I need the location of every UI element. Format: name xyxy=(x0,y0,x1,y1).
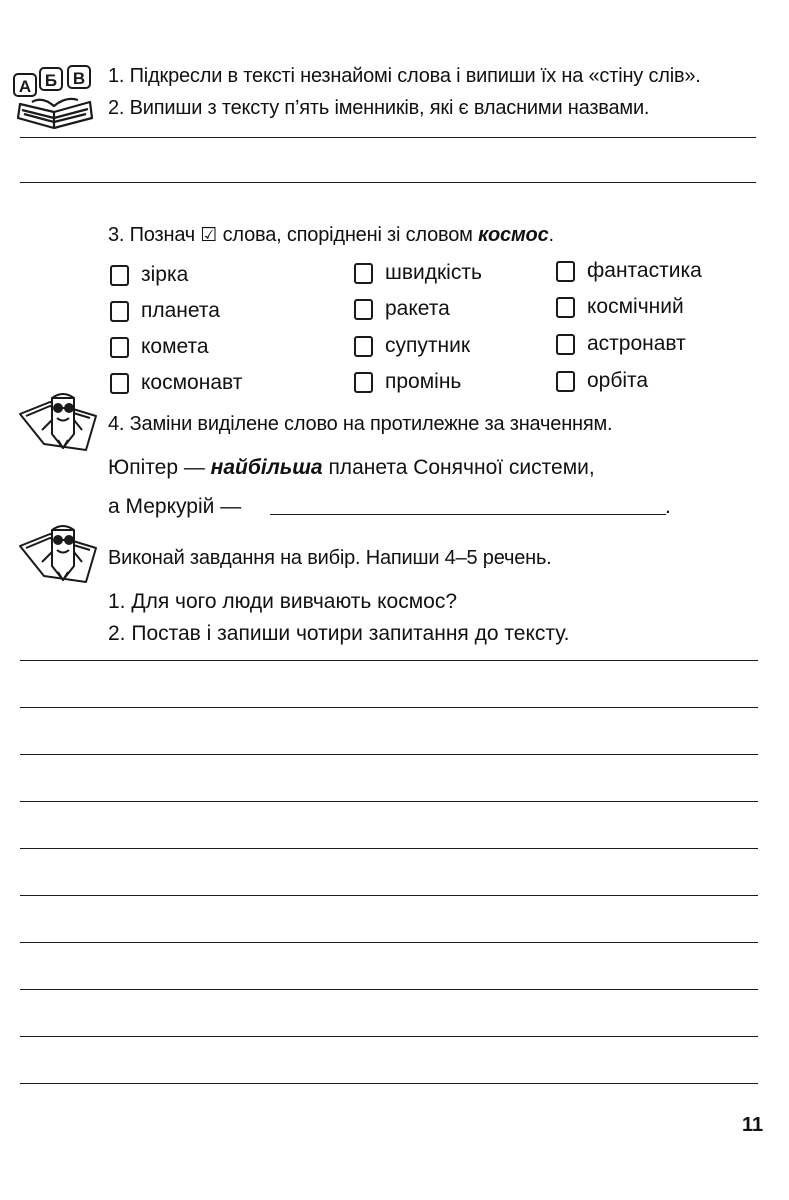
answer-line[interactable] xyxy=(20,137,756,138)
page-number: 11 xyxy=(742,1114,764,1136)
option-orbita[interactable] xyxy=(556,367,648,395)
option-astronavt[interactable] xyxy=(556,330,686,358)
checkbox[interactable] xyxy=(556,297,575,318)
task5-option-1: 1. Для чого люди вивчають космос? xyxy=(108,590,458,613)
icon-letter-b: Б xyxy=(44,71,58,90)
option-raketa[interactable] xyxy=(354,295,450,323)
answer-line[interactable] xyxy=(20,182,756,183)
option-label: зірка xyxy=(141,263,189,286)
writing-line[interactable] xyxy=(20,989,758,990)
option-label: планета xyxy=(141,299,220,322)
option-label: ракета xyxy=(385,297,450,320)
task5-heading: Виконай завдання на вибір. Напиши 4–5 речень. xyxy=(108,547,552,569)
checkbox[interactable] xyxy=(110,373,129,394)
task3-middle: слова, споріднені зі словом xyxy=(222,224,473,246)
task3-prefix: 3. Познач xyxy=(108,224,196,246)
highlighted-word: найбільша xyxy=(210,456,323,479)
checked-box-icon: ☑ xyxy=(200,224,218,246)
checkbox[interactable] xyxy=(110,301,129,322)
task4-heading: 4. Заміни виділене слово на протилежне за значенням. xyxy=(108,413,613,435)
checkbox[interactable] xyxy=(556,371,575,392)
option-label: космонавт xyxy=(141,371,243,394)
checkbox[interactable] xyxy=(354,299,373,320)
task1-instruction-1: 1. Підкресли в тексті незнайомі слова і випиши їх на «стіну слів». xyxy=(108,65,701,87)
option-kosmonavt[interactable] xyxy=(110,369,242,397)
option-promin[interactable] xyxy=(354,368,461,396)
writing-line[interactable] xyxy=(20,801,758,802)
pencil-character-icon xyxy=(16,390,102,456)
abc-book-icon xyxy=(10,60,100,132)
option-shvydkist[interactable] xyxy=(354,259,482,287)
writing-line[interactable] xyxy=(20,848,758,849)
option-label: орбіта xyxy=(587,369,649,392)
checkbox[interactable] xyxy=(354,263,373,284)
icon-letter-a: А xyxy=(18,77,32,96)
task1-instruction-2: 2. Випиши з тексту п’ять іменників, які є власними назвами. xyxy=(108,97,650,119)
checkbox[interactable] xyxy=(110,265,129,286)
checkbox[interactable] xyxy=(556,334,575,355)
writing-line[interactable] xyxy=(20,660,758,661)
writing-line[interactable] xyxy=(20,942,758,943)
option-suputnyk[interactable] xyxy=(354,332,470,360)
task4-line2-end: . xyxy=(665,495,671,518)
option-label: комета xyxy=(141,335,209,358)
option-label: промінь xyxy=(385,370,462,393)
task3-keyword: космос xyxy=(478,224,549,246)
task3-suffix: . xyxy=(548,224,554,246)
task4-sentence xyxy=(108,455,595,481)
option-label: швидкість xyxy=(385,261,482,284)
checkbox[interactable] xyxy=(354,336,373,357)
sentence-start: Юпітер — xyxy=(108,456,205,479)
checkbox[interactable] xyxy=(354,372,373,393)
option-label: супутник xyxy=(385,334,471,357)
option-zirka[interactable] xyxy=(110,261,188,289)
option-kometa[interactable] xyxy=(110,333,209,361)
task3-heading xyxy=(108,223,554,247)
option-fantastyka[interactable] xyxy=(556,257,702,285)
writing-line[interactable] xyxy=(20,707,758,708)
option-label: астронавт xyxy=(587,332,686,355)
antonym-answer-line[interactable] xyxy=(270,514,666,515)
option-label: космічний xyxy=(587,295,684,318)
checkbox[interactable] xyxy=(110,337,129,358)
option-planeta[interactable] xyxy=(110,297,220,325)
writing-line[interactable] xyxy=(20,1036,758,1037)
pencil-character-icon xyxy=(16,522,102,588)
writing-line[interactable] xyxy=(20,1083,758,1084)
task4-line2-start: а Меркурій — xyxy=(108,495,242,518)
option-kosmichnyi[interactable] xyxy=(556,293,684,321)
icon-letter-v: В xyxy=(72,69,86,88)
checkbox[interactable] xyxy=(556,261,575,282)
sentence-end: планета Сонячної системи, xyxy=(328,456,595,479)
writing-line[interactable] xyxy=(20,895,758,896)
writing-line[interactable] xyxy=(20,754,758,755)
task5-option-2: 2. Постав і запиши чотири запитання до тексту. xyxy=(108,622,570,645)
option-label: фантастика xyxy=(587,259,702,282)
